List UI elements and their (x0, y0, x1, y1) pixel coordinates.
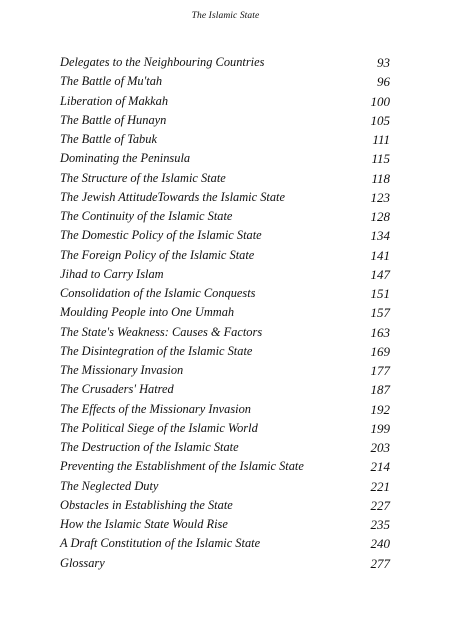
toc-entry (60, 303, 390, 322)
toc-entry (60, 188, 390, 207)
toc-entry-page-number: 147 (370, 266, 390, 282)
toc-entry (60, 226, 390, 245)
toc-entry-page-number: 192 (370, 401, 390, 417)
toc-entry-title: The Battle of Tabuk (60, 132, 157, 146)
toc-entry (60, 207, 390, 226)
toc-entry-page-number: 115 (371, 151, 390, 167)
running-header: The Islamic State (191, 11, 260, 21)
toc-entry-page-number: 134 (370, 228, 390, 244)
toc-entry (60, 149, 390, 168)
toc-entry-page-number: 187 (370, 382, 390, 398)
toc-entry-title: The Neglected Duty (60, 478, 159, 493)
toc-entry-page-number: 111 (372, 132, 390, 147)
toc-entry-title: The Effects of the Missionary Invasion (60, 401, 251, 416)
toc-entry-title: A Draft Constitution of the Islamic State (60, 536, 261, 551)
toc-entry-title: The Political Siege of the Islamic World (60, 420, 258, 435)
toc-entry-title: The Destruction of the Islamic State (60, 440, 239, 454)
toc-entry (60, 477, 390, 496)
toc-entry (60, 323, 390, 342)
toc-entry (60, 265, 390, 284)
toc-entry-page-number: 157 (370, 305, 390, 321)
toc-entry-page-number: 199 (370, 420, 390, 436)
toc-entry-page-number: 277 (370, 555, 390, 571)
toc-entry-page-number: 177 (370, 363, 390, 378)
toc-entry-title: Delegates to the Neighbouring Countries (60, 55, 265, 69)
toc-entry (60, 554, 390, 573)
toc-entry-title: The Battle of Mu'tah (60, 74, 163, 89)
toc-entry-page-number: 163 (370, 324, 390, 340)
toc-entry-page-number: 169 (370, 343, 390, 359)
toc-entry (60, 361, 390, 380)
toc-entry-title: Liberation of Makkah (60, 93, 169, 108)
table-of-contents (60, 53, 390, 573)
toc-entry (60, 342, 390, 361)
toc-entry-title: The Battle of Hunayn (60, 112, 167, 127)
toc-entry-title: Jihad to Carry Islam (60, 266, 164, 281)
toc-entry-title: The Domestic Policy of the Islamic State (60, 228, 262, 243)
toc-entry (60, 92, 390, 111)
toc-entry-page-number: 203 (370, 440, 390, 455)
toc-entry (60, 53, 390, 72)
toc-entry-title: Dominating the Peninsula (60, 151, 191, 166)
toc-entry-page-number: 105 (370, 112, 390, 128)
toc-entry (60, 419, 390, 438)
toc-entry-title: Preventing the Establishment of the Islamic State (60, 459, 304, 474)
toc-entry-title: The State's Weakness: Causes & Factors (60, 324, 263, 339)
toc-entry-page-number: 93 (377, 55, 390, 70)
toc-entry (60, 457, 390, 476)
toc-entry (60, 515, 390, 534)
toc-entry-page-number: 96 (377, 74, 390, 90)
toc-entry-title: The Crusaders' Hatred (60, 382, 174, 397)
toc-entry-page-number: 151 (370, 286, 390, 301)
toc-entry-page-number: 240 (370, 536, 390, 552)
toc-entry (60, 380, 390, 399)
toc-entry-page-number: 123 (370, 189, 390, 205)
toc-entry-page-number: 141 (370, 247, 390, 263)
toc-entry-title: Glossary (60, 555, 105, 570)
toc-entry-title: Obstacles in Establishing the State (60, 497, 233, 512)
toc-entry-title: The Jewish AttitudeTowards the Islamic State (60, 189, 285, 204)
toc-entry (60, 111, 390, 130)
toc-entry-page-number: 235 (370, 517, 390, 532)
toc-entry (60, 496, 390, 515)
toc-entry-title: The Continuity of the Islamic State (60, 209, 233, 223)
toc-entry-title: The Missionary Invasion (60, 363, 184, 377)
toc-entry (60, 246, 390, 265)
toc-entry-page-number: 100 (370, 93, 390, 109)
toc-entry (60, 130, 390, 149)
toc-entry (60, 400, 390, 419)
toc-entry (60, 438, 390, 457)
toc-entry-title: Moulding People into One Ummah (60, 305, 235, 320)
toc-entry (60, 169, 390, 188)
toc-entry-page-number: 128 (370, 209, 390, 224)
toc-entry-page-number: 214 (370, 459, 390, 475)
toc-entry-page-number: 227 (370, 497, 390, 513)
toc-entry-page-number: 118 (371, 170, 390, 186)
toc-entry-title: The Disintegration of the Islamic State (60, 343, 253, 358)
toc-entry-page-number: 221 (370, 478, 390, 494)
toc-entry-title: How the Islamic State Would Rise (60, 517, 228, 531)
toc-entry-title: The Foreign Policy of the Islamic State (60, 247, 255, 262)
toc-entry-title: Consolidation of the Islamic Conquests (60, 286, 256, 300)
toc-entry (60, 534, 390, 553)
toc-entry (60, 72, 390, 91)
toc-entry (60, 284, 390, 303)
toc-entry-title: The Structure of the Islamic State (60, 170, 226, 185)
